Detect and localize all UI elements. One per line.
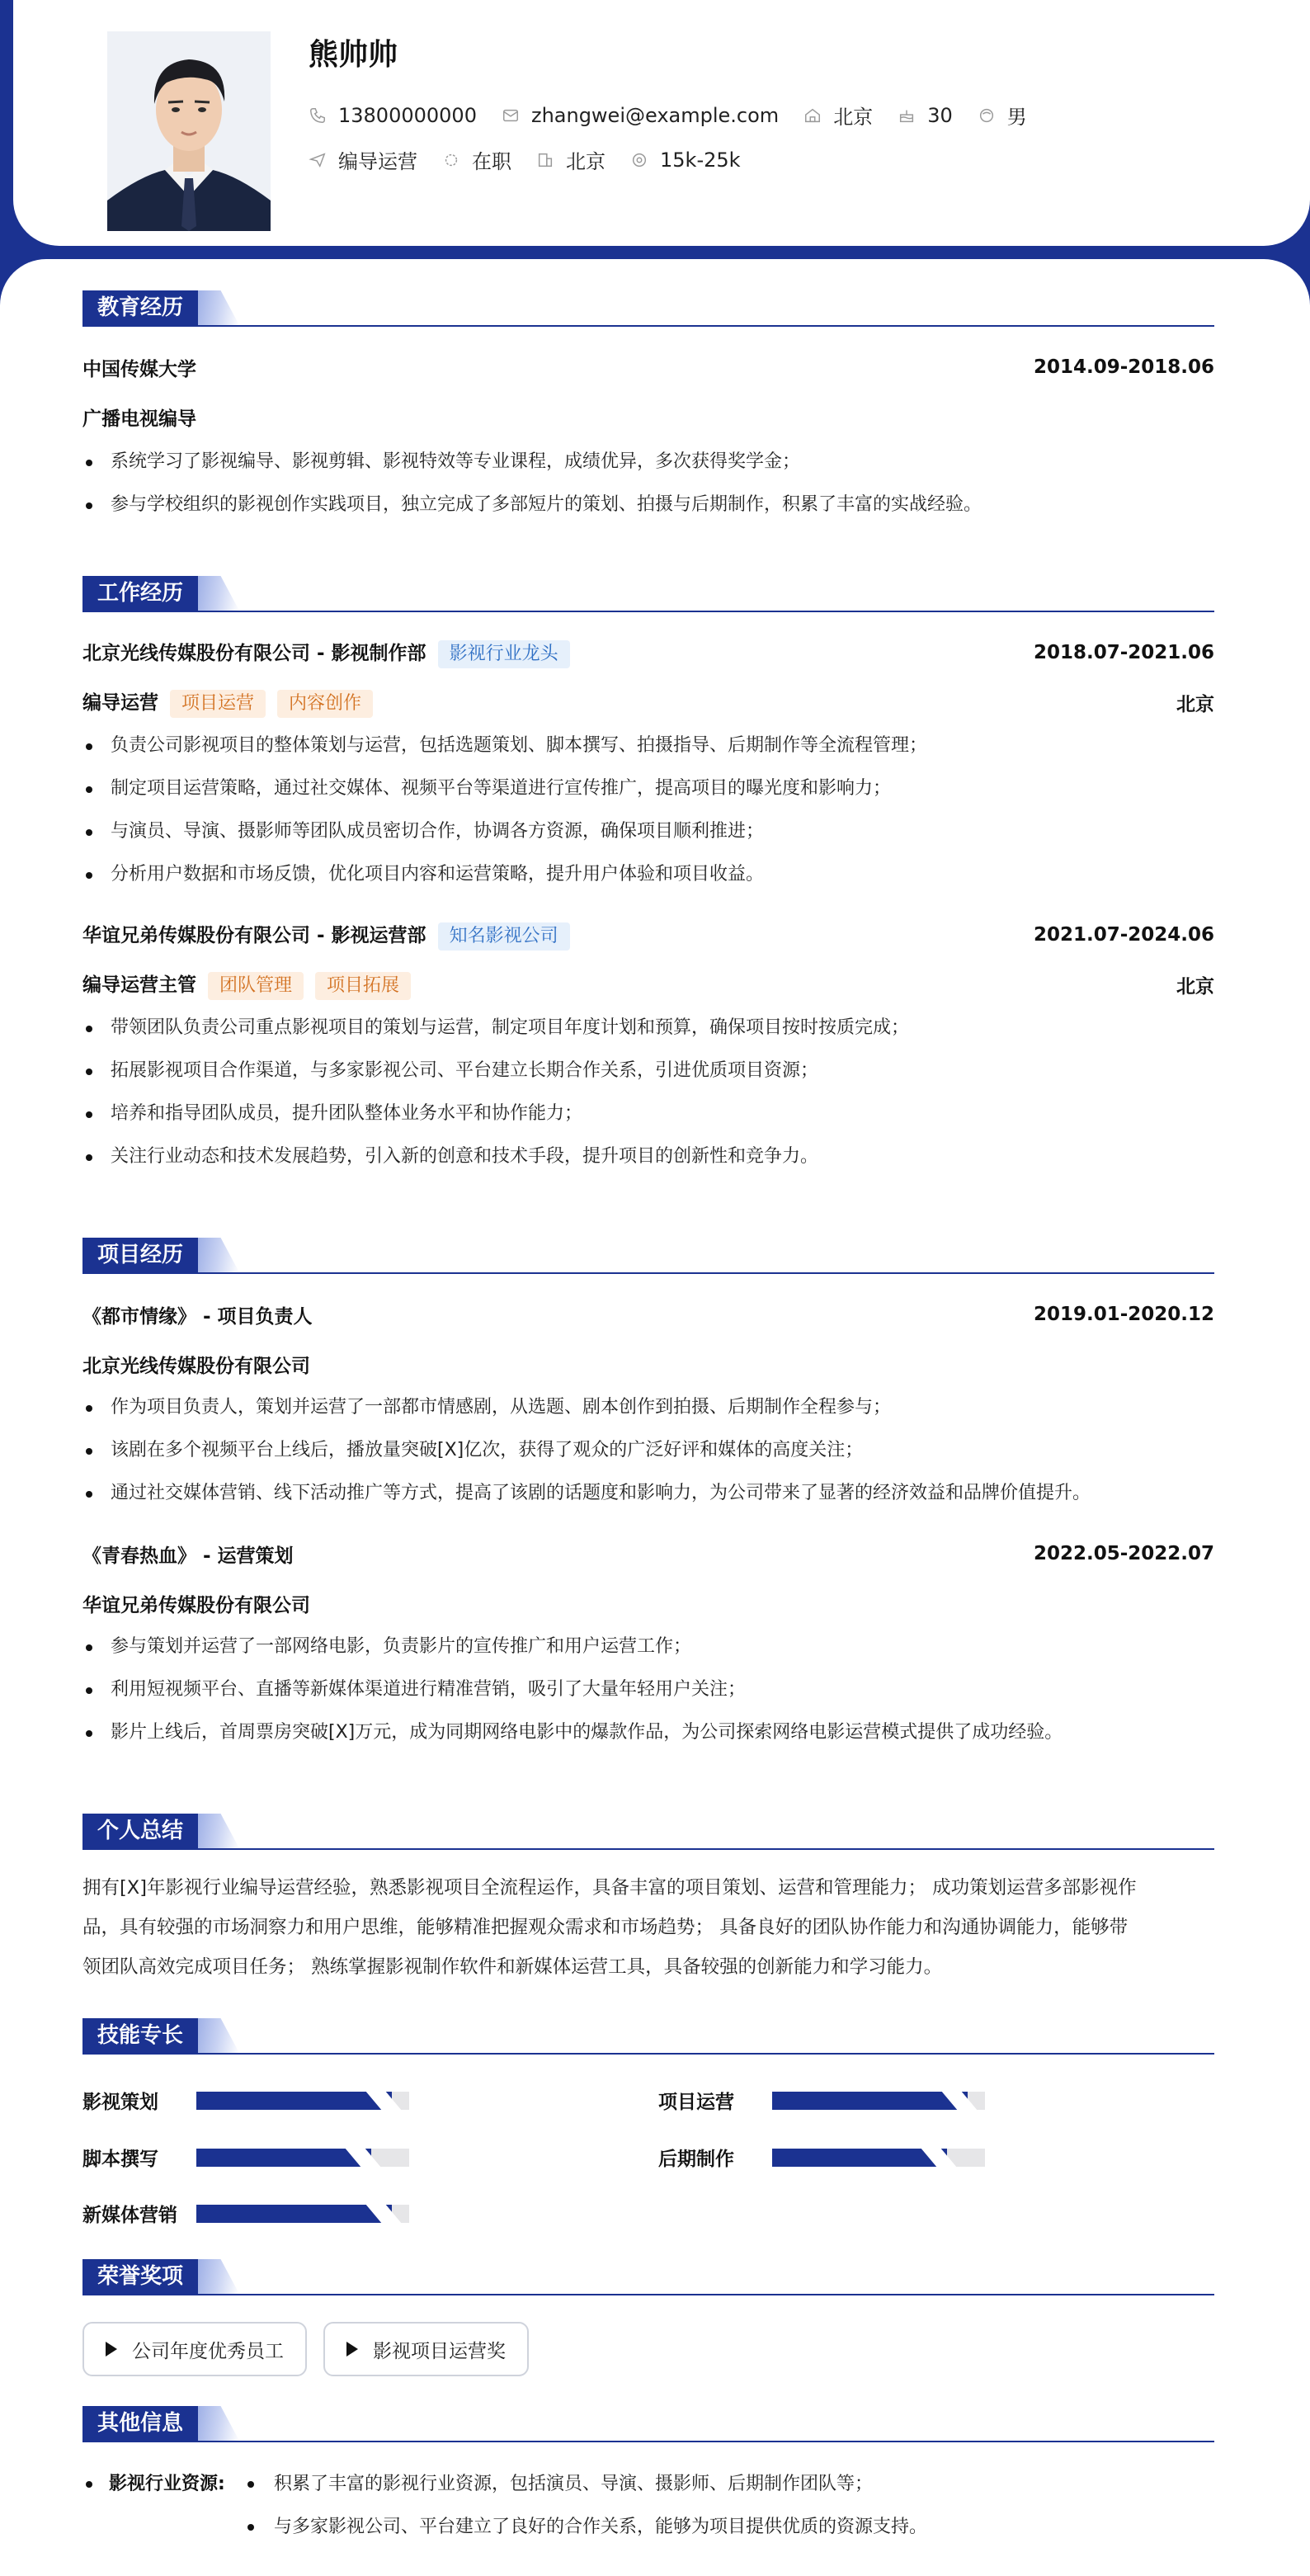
summary-line: 领团队高效完成项目任务； 熟练掌握影视制作软件和新媒体运营工具，具备较强的创新能力和学习能力。 — [82, 1956, 943, 1978]
skill-item — [658, 2144, 985, 2171]
section-title-decoration — [198, 290, 239, 325]
project-title: 《青春热血》 - 运营策划 — [82, 1545, 294, 1567]
home-icon — [803, 106, 822, 125]
section-title-decoration — [198, 1814, 239, 1848]
bullet-dot — [86, 2481, 92, 2488]
skill-bar — [772, 2149, 985, 2167]
education-row — [82, 355, 1214, 380]
project-bullets — [82, 1394, 1214, 1507]
work-section — [82, 576, 1214, 1170]
project-company-row — [82, 1591, 1214, 1616]
email-icon — [502, 106, 520, 125]
list-item: 通过社交媒体营销、线下活动推广等方式，提高了该剧的话题度和影响力，为公司带来了显著的经济效益和品牌价值提升。 — [82, 1480, 1214, 1507]
other-item: 与多家影视公司、平台建立了良好的合作关系，能够为项目提供优质的资源支持。 — [274, 2517, 928, 2537]
gender-info — [978, 101, 1027, 130]
candidate-name: 熊帅帅 — [309, 38, 398, 72]
status-icon — [442, 151, 460, 169]
work-header — [82, 576, 1214, 612]
gender-icon — [978, 106, 996, 125]
skill-name: 脚本撰写 — [82, 2149, 158, 2170]
skill-bar — [196, 2149, 409, 2167]
education-bullets — [82, 449, 1214, 518]
list-item: 该剧在多个视频平台上线后，播放量突破[X]亿次，获得了观众的广泛好评和媒体的高度关注； — [82, 1437, 1214, 1464]
list-item: 分析用户数据和市场反馈，优化项目内容和运营策略，提升用户体验和项目收益。 — [82, 861, 1214, 888]
play-icon — [106, 2342, 117, 2357]
gender-text: 男 — [1006, 106, 1027, 129]
education-period: 2014.09-2018.06 — [1033, 356, 1214, 378]
section-title: 荣誉奖项 — [82, 2259, 198, 2294]
awards-header — [82, 2259, 1214, 2295]
section-title: 个人总结 — [82, 1814, 198, 1848]
work-city: 北京 — [1176, 975, 1214, 998]
work-city: 北京 — [1176, 693, 1214, 715]
phone-info — [309, 104, 477, 127]
list-item: 影片上线后，首周票房突破[X]万元，成为同期网络电影中的爆款作品，为公司探索网络电影运营模式提供了成功经验。 — [82, 1720, 1214, 1746]
role-tag: 内容创作 — [277, 690, 373, 718]
role-tag: 项目运营 — [170, 690, 266, 718]
company-name: 华谊兄弟传媒股份有限公司 - 影视运营部 — [82, 924, 426, 946]
project-company: 华谊兄弟传媒股份有限公司 — [82, 1594, 310, 1616]
work-role-row — [82, 690, 1214, 715]
project-title-row — [82, 1302, 1214, 1327]
company-tag: 影视行业龙头 — [438, 640, 570, 668]
list-item: 培养和指导团队成员，提升团队整体业务水平和协作能力； — [82, 1101, 1214, 1127]
work-company-row — [82, 640, 1214, 665]
location-info — [803, 101, 873, 130]
skill-name: 后期制作 — [658, 2149, 734, 2170]
position-info — [309, 145, 417, 174]
skill-bar — [196, 2092, 409, 2110]
age-text: 30 — [927, 103, 953, 127]
section-title: 其他信息 — [82, 2406, 198, 2441]
location-text: 北京 — [833, 106, 874, 129]
section-title-decoration — [198, 2406, 239, 2441]
send-icon — [309, 151, 327, 169]
phone-text: 13800000000 — [338, 103, 477, 127]
company-name: 北京光线传媒股份有限公司 - 影视制作部 — [82, 642, 426, 664]
award-badge — [82, 2322, 307, 2376]
salary-text: 15k-25k — [660, 148, 741, 172]
summary-line: 品，具有较强的市场洞察力和用户思维，能够精准把握观众需求和市场趋势； 具备良好的团队协作能力和沟通协调能力，能够带 — [82, 1917, 1129, 1938]
other-item: 积累了丰富的影视行业资源，包括演员、导演、摄影师、后期制作团队等； — [274, 2474, 874, 2494]
skills-section — [82, 2018, 1214, 2055]
project-title: 《都市情缘》 - 项目负责人 — [82, 1305, 313, 1328]
age-info — [898, 104, 953, 127]
company-tag: 知名影视公司 — [438, 922, 570, 951]
work-period: 2021.07-2024.06 — [1033, 924, 1214, 946]
section-title-decoration — [198, 576, 239, 611]
work-role-row — [82, 972, 1214, 997]
work-company-row — [82, 922, 1214, 947]
list-item: 作为项目负责人，策划并运营了一部都市情感剧，从选题、剧本创作到拍摄、后期制作全程参与； — [82, 1394, 1214, 1421]
skill-bar — [196, 2205, 409, 2223]
list-item: 拓展影视项目合作渠道，与多家影视公司、平台建立长期合作关系，引进优质项目资源； — [82, 1058, 1214, 1084]
awards-section — [82, 2259, 1214, 2295]
role-name: 编导运营 — [82, 691, 158, 714]
position-text: 编导运营 — [338, 150, 417, 173]
other-label: 影视行业资源: — [109, 2474, 225, 2494]
list-item: 制定项目运营策略，通过社交媒体、视频平台等渠道进行宣传推广，提高项目的曝光度和影响力； — [82, 776, 1214, 802]
play-icon — [346, 2342, 358, 2357]
school-name: 中国传媒大学 — [82, 358, 196, 380]
section-title-decoration — [198, 2018, 239, 2053]
section-title-decoration — [198, 2259, 239, 2294]
skill-bar-fill — [196, 2205, 392, 2223]
skill-bar-fill — [196, 2149, 371, 2167]
other-section — [82, 2406, 1214, 2442]
section-title: 教育经历 — [82, 290, 198, 325]
target-city-info — [536, 145, 606, 174]
projects-section — [82, 1238, 1214, 1746]
project-company-row — [82, 1352, 1214, 1376]
role-tag: 团队管理 — [208, 972, 304, 1000]
award-name: 影视项目运营奖 — [373, 2340, 506, 2362]
major-name: 广播电视编导 — [82, 408, 196, 430]
skill-name: 影视策划 — [82, 2092, 158, 2113]
money-icon — [630, 151, 648, 169]
project-period: 2019.01-2020.12 — [1033, 1304, 1214, 1325]
summary-line: 拥有[X]年影视行业编导运营经验，熟悉影视项目全流程运作，具备丰富的项目策划、运营和管理能力； 成功策划运营多部影视作 — [82, 1877, 1137, 1899]
work-bullets — [82, 1015, 1214, 1170]
status-text: 在职 — [472, 150, 511, 173]
project-bullets — [82, 1634, 1214, 1746]
email-text: zhangwei@example.com — [530, 103, 780, 127]
building-icon — [536, 151, 554, 169]
status-info — [442, 145, 511, 174]
summary-section — [82, 1814, 1214, 1987]
skill-bar — [772, 2092, 985, 2110]
role-name: 编导运营主管 — [82, 974, 196, 996]
project-company: 北京光线传媒股份有限公司 — [82, 1355, 310, 1377]
bullet-dot — [247, 2524, 254, 2531]
list-item: 参与学校组织的影视创作实践项目，独立完成了多部短片的策划、拍摄与后期制作，积累了丰富的实战经验。 — [82, 492, 1214, 518]
list-item: 关注行业动态和技术发展趋势，引入新的创意和技术手段，提升项目的创新性和竞争力。 — [82, 1144, 1214, 1170]
email-info — [502, 104, 779, 127]
skills-header — [82, 2018, 1214, 2055]
skill-name: 新媒体营销 — [82, 2205, 177, 2226]
section-title-decoration — [198, 1238, 239, 1272]
role-tag: 项目拓展 — [315, 972, 411, 1000]
list-item: 负责公司影视项目的整体策划与运营，包括选题策划、脚本撰写、拍摄指导、后期制作等全流程管理； — [82, 733, 1214, 759]
skill-bar-fill — [772, 2092, 968, 2110]
award-badge — [323, 2322, 529, 2376]
list-item: 参与策划并运营了一部网络电影，负责影片的宣传推广和用户运营工作； — [82, 1634, 1214, 1660]
work-period: 2018.07-2021.06 — [1033, 642, 1214, 663]
phone-icon — [309, 106, 327, 125]
list-item: 与演员、导演、摄影师等团队成员密切合作，协调各方资源，确保项目顺利推进； — [82, 819, 1214, 845]
skill-item — [82, 2200, 409, 2227]
major-row — [82, 404, 1214, 429]
bullet-dot — [247, 2481, 254, 2488]
education-header — [82, 290, 1214, 327]
other-header — [82, 2406, 1214, 2442]
skill-name: 项目运营 — [658, 2092, 734, 2113]
project-title-row — [82, 1541, 1214, 1566]
summary-text — [82, 1868, 1214, 1987]
target-city-text: 北京 — [566, 150, 606, 173]
section-title: 工作经历 — [82, 576, 198, 611]
section-title: 项目经历 — [82, 1238, 198, 1272]
skill-bar-fill — [196, 2092, 392, 2110]
list-item: 带领团队负责公司重点影视项目的策划与运营，制定项目年度计划和预算，确保项目按时按质完成； — [82, 1015, 1214, 1041]
cake-icon — [898, 106, 916, 125]
job-intent-row — [309, 145, 766, 174]
avatar-photo — [107, 31, 271, 231]
contact-info-row — [309, 101, 1052, 130]
list-item: 利用短视频平台、直播等新媒体渠道进行精准营销，吸引了大量年轻用户关注； — [82, 1677, 1214, 1703]
list-item: 系统学习了影视编导、影视剪辑、影视特效等专业课程，成绩优异，多次获得奖学金； — [82, 449, 1214, 475]
projects-header — [82, 1238, 1214, 1274]
skill-item — [658, 2087, 985, 2114]
award-name: 公司年度优秀员工 — [132, 2340, 284, 2362]
skill-item — [82, 2087, 409, 2114]
skill-item — [82, 2144, 409, 2171]
skill-bar-fill — [772, 2149, 947, 2167]
summary-header — [82, 1814, 1214, 1850]
section-title: 技能专长 — [82, 2018, 198, 2053]
education-section — [82, 290, 1214, 518]
profile-header — [13, 0, 1310, 246]
project-period: 2022.05-2022.07 — [1033, 1543, 1214, 1564]
work-bullets — [82, 733, 1214, 888]
salary-info — [630, 149, 741, 172]
